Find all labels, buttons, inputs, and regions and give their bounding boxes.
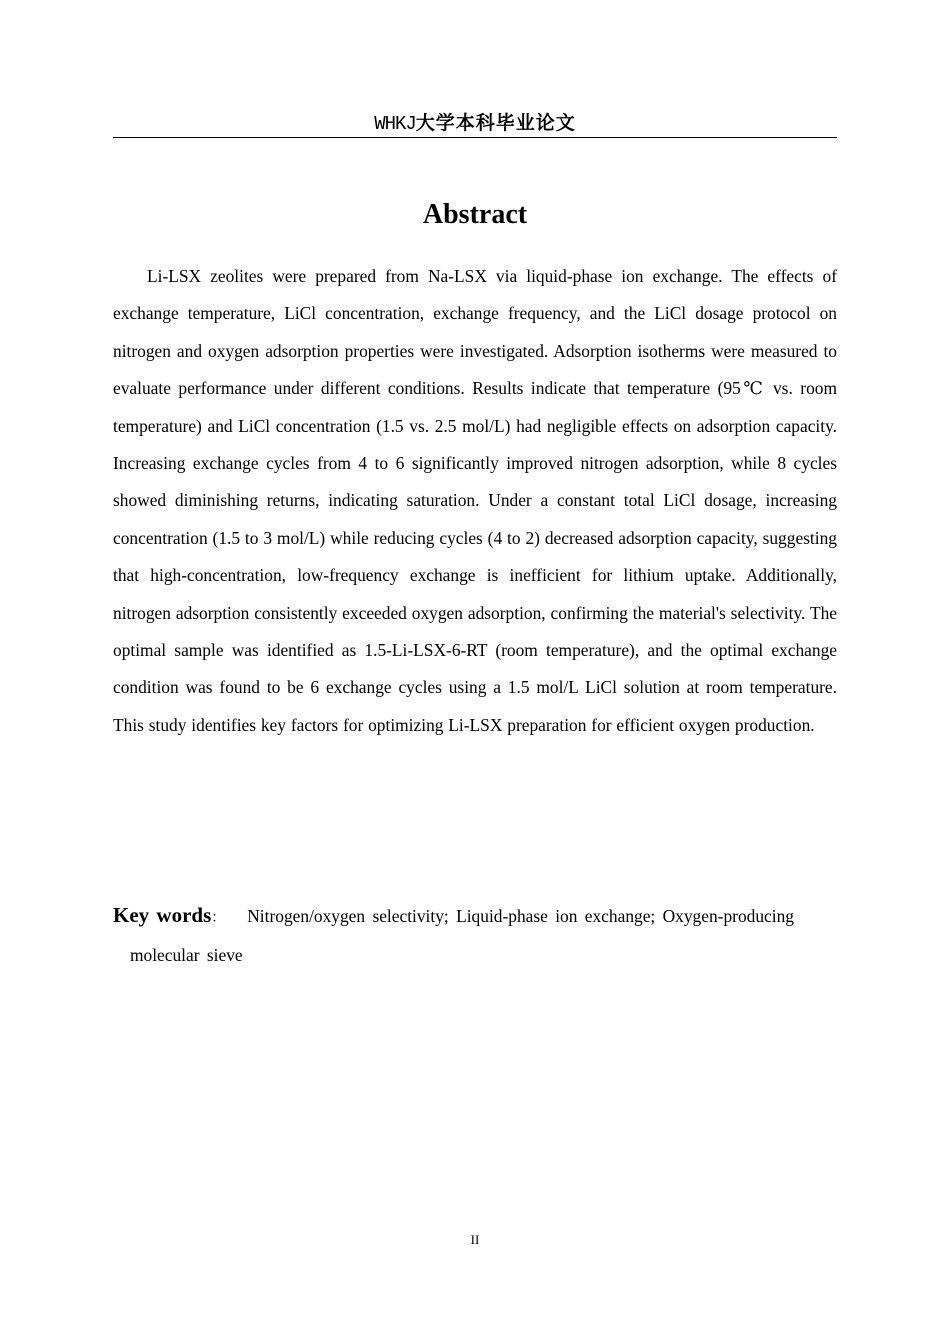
keywords-label: Key words xyxy=(113,903,212,927)
header-thesis-type: 大学本科毕业论文 xyxy=(415,113,576,134)
abstract-body: Li-LSX zeolites were prepared from Na-LSX via liquid-phase ion exchange. The effects of exchange temperature, LiCl concentration, exchange frequency, and the LiCl dosage protocol on nitrogen and oxygen adsorption properties were investigated. Adsorption isotherms were measured to evaluate performance under different conditions. Results indicate that temperature (95℃ vs. room temperature) and LiCl concentration (1.5 vs. 2.5 mol/L) had negligible effects on adsorption capacity. Increasing exchange cycles from 4 to 6 significantly improved nitrogen adsorption, while 8 cycles showed diminishing returns, indicating saturation. Under a constant total LiCl dosage, increasing concentration (1.5 to 3 mol/L) while reducing cycles (4 to 2) decreased adsorption capacity, suggesting that high-concentration, low-frequency exchange is inefficient for lithium uptake. Additionally, nitrogen adsorption consistently exceeded oxygen adsorption, confirming the material's selectivity. The optimal sample was identified as 1.5-Li-LSX-6-RT (room temperature), and the optimal exchange condition was found to be 6 exchange cycles using a 1.5 mol/L LiCl solution at room temperature. This study identifies key factors for optimizing Li-LSX preparation for efficient oxygen production. xyxy=(113,266,837,735)
page-number: II xyxy=(470,1232,480,1247)
keywords-text: Nitrogen/oxygen selectivity; Liquid-phase ion exchange; Oxygen-producing molecular sieve xyxy=(130,906,794,966)
page-header xyxy=(113,110,837,137)
keywords-colon: ： xyxy=(211,911,226,926)
header-institution-code: WHKJ xyxy=(374,113,416,135)
keywords-section xyxy=(113,897,830,975)
header-rule xyxy=(113,137,837,138)
abstract-title: Abstract xyxy=(422,199,528,230)
